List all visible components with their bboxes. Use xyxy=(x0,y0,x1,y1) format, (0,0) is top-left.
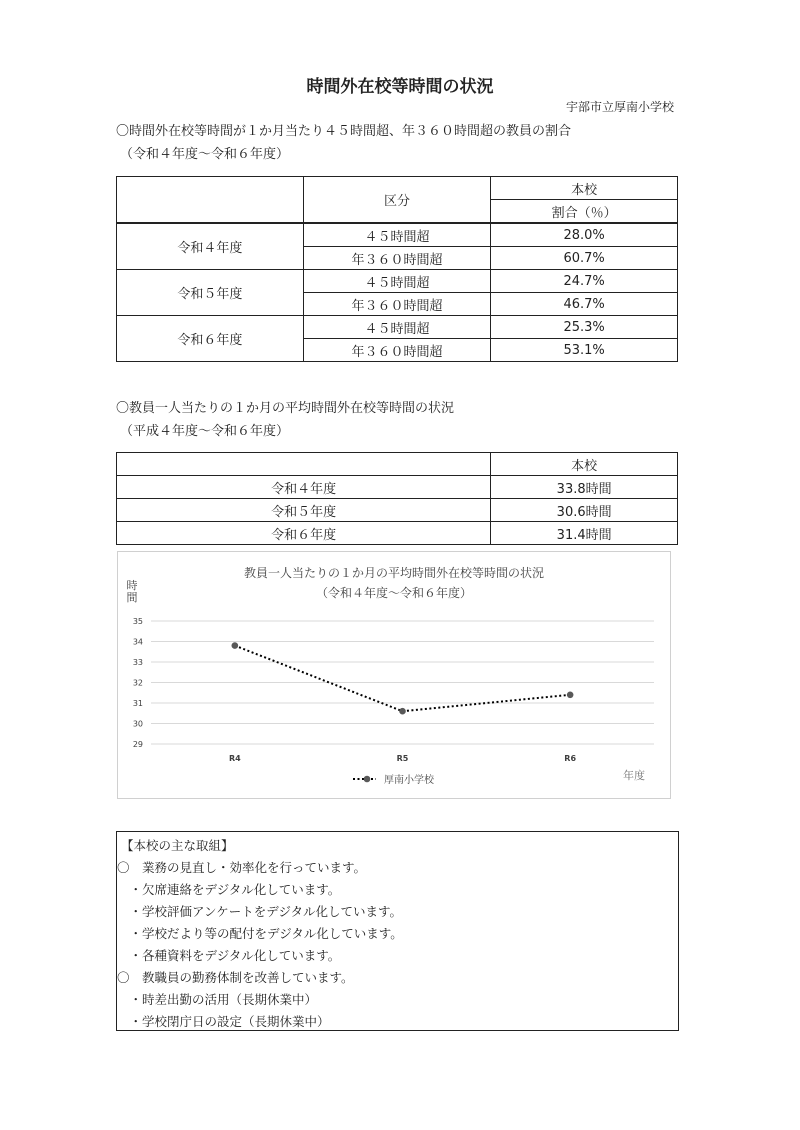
section2-period: （平成４年度～令和６年度） xyxy=(120,424,290,439)
series-line xyxy=(235,646,570,712)
header-school: 本校 xyxy=(491,453,678,476)
x-tick-label: R6 xyxy=(564,754,577,763)
y-tick-label: 33 xyxy=(132,658,143,667)
initiative-line: ・各種資料をデジタル化しています。 xyxy=(117,948,341,963)
row-year: 令和５年度 xyxy=(117,499,491,522)
row-year: 令和４年度 xyxy=(117,223,304,270)
initiative-line: ・学校評価アンケートをデジタル化しています。 xyxy=(117,904,403,919)
x-tick-label: R4 xyxy=(228,754,241,763)
row-value: 60.7% xyxy=(491,247,678,270)
initiative-line: ・時差出勤の活用（長期休業中） xyxy=(117,992,318,1007)
y-tick-label: 34 xyxy=(132,637,143,647)
header-category: 区分 xyxy=(303,177,491,224)
row-value: 25.3% xyxy=(491,316,678,339)
y-tick-label: 29 xyxy=(132,740,143,749)
x-tick-label: R5 xyxy=(396,754,409,763)
row-year: 令和４年度 xyxy=(117,476,491,499)
overtime-ratio-table xyxy=(116,176,678,362)
page-title: 時間外在校等時間の状況 xyxy=(306,77,494,97)
header-empty-cell xyxy=(117,177,304,224)
legend-label: 厚南小学校 xyxy=(384,775,434,786)
row-value: 46.7% xyxy=(491,293,678,316)
average-overtime-table xyxy=(116,452,678,545)
initiative-line: ・欠席連絡をデジタル化しています。 xyxy=(117,882,341,897)
row-year: 令和５年度 xyxy=(117,270,304,316)
initiatives-heading: 【本校の主な取組】 xyxy=(121,838,234,853)
chart-title: 教員一人当たりの１か月の平均時間外在校等時間の状況 xyxy=(243,566,545,580)
initiative-line: ・学校だより等の配付をデジタル化しています。 xyxy=(117,926,403,941)
row-label: 年３６０時間超 xyxy=(303,247,491,270)
initiative-line: 〇 教職員の勤務体制を改善しています。 xyxy=(117,970,354,985)
section2-heading: 〇教員一人当たりの１か月の平均時間外在校等時間の状況 xyxy=(116,401,455,416)
x-axis-label: 年度 xyxy=(623,769,645,782)
line-chart-container xyxy=(117,551,671,799)
row-value: 33.8時間 xyxy=(491,476,678,499)
row-label: ４５時間超 xyxy=(303,270,491,293)
row-value: 53.1% xyxy=(491,339,678,362)
row-value: 24.7% xyxy=(491,270,678,293)
row-value: 31.4時間 xyxy=(491,522,678,545)
legend-marker xyxy=(364,776,371,783)
data-point xyxy=(399,708,406,715)
row-year: 令和６年度 xyxy=(117,522,491,545)
initiative-line: 〇 業務の見直し・効率化を行っています。 xyxy=(117,860,367,875)
y-tick-label: 32 xyxy=(132,678,143,688)
data-point xyxy=(567,692,574,699)
initiative-line: ・学校閉庁日の設定（長期休業中） xyxy=(117,1014,330,1029)
row-label: ４５時間超 xyxy=(303,223,491,247)
chart-subtitle: （令和４年度～令和６年度） xyxy=(315,586,473,600)
y-axis-label: 間 xyxy=(126,591,138,604)
row-label: 年３６０時間超 xyxy=(303,339,491,362)
row-value: 30.6時間 xyxy=(491,499,678,522)
y-tick-label: 35 xyxy=(132,617,143,626)
initiatives-box xyxy=(116,831,679,1031)
y-tick-label: 30 xyxy=(132,719,143,729)
row-year: 令和６年度 xyxy=(117,316,304,362)
data-point xyxy=(232,642,239,649)
header-school: 本校 xyxy=(491,177,678,200)
y-axis-label: 時 xyxy=(126,579,138,592)
row-label: 年３６０時間超 xyxy=(303,293,491,316)
row-value: 28.0% xyxy=(491,223,678,247)
header-ratio: 割合（％） xyxy=(491,200,678,224)
section1-heading: 〇時間外在校等時間が１か月当たり４５時間超、年３６０時間超の教員の割合 xyxy=(116,124,572,139)
header-empty-cell xyxy=(117,453,491,476)
row-label: ４５時間超 xyxy=(303,316,491,339)
y-tick-label: 31 xyxy=(132,699,143,708)
line-chart xyxy=(118,552,670,798)
school-name: 宇部市立厚南小学校 xyxy=(565,100,674,114)
section1-period: （令和４年度～令和６年度） xyxy=(120,147,290,162)
